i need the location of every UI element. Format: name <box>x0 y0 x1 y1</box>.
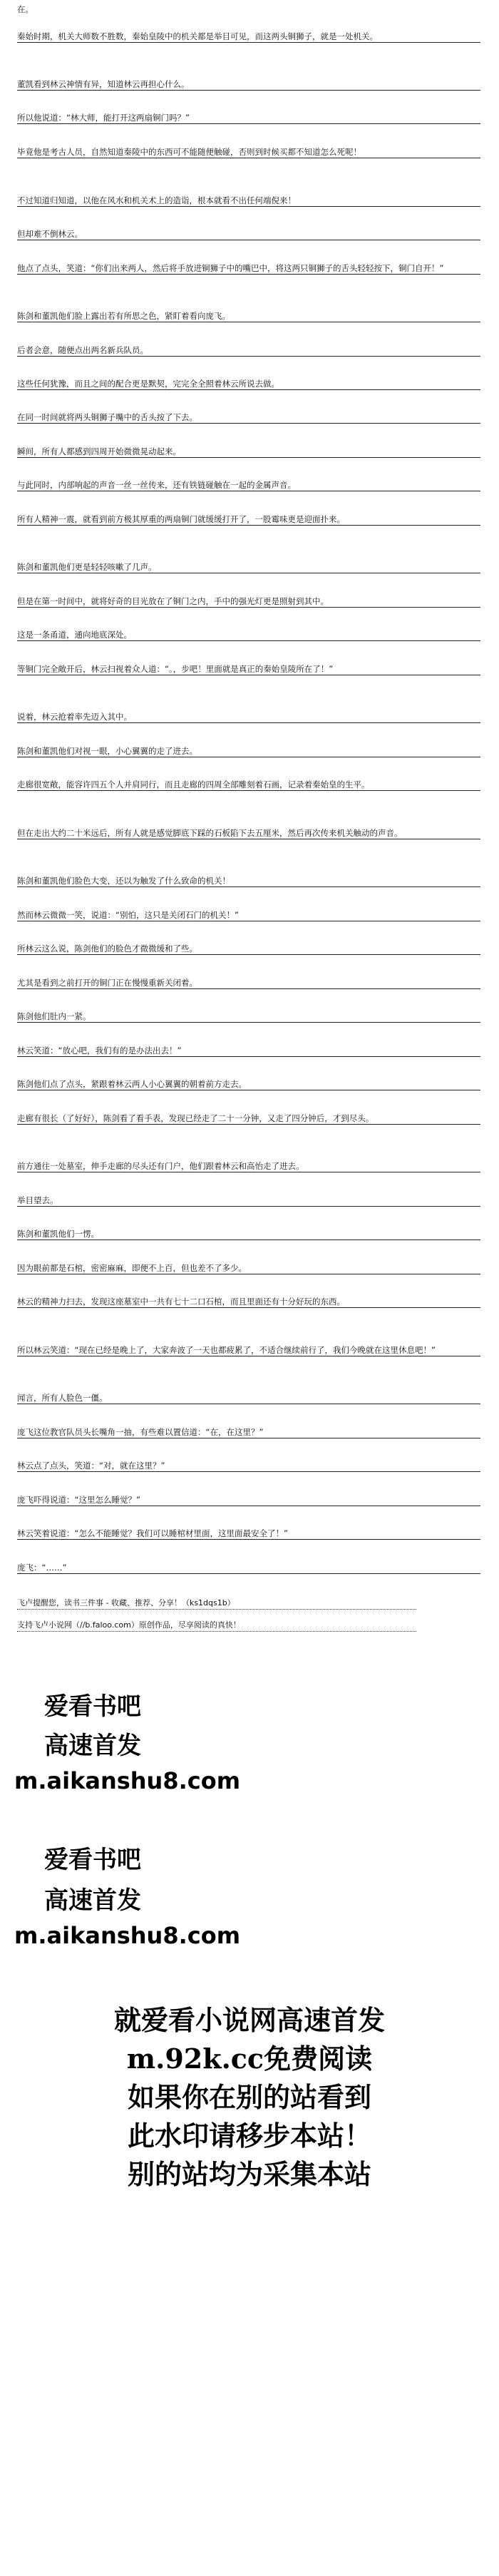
paragraph: 但却难不倒林云。 <box>17 225 480 240</box>
site-notice <box>21 2001 478 2194</box>
paragraph: 在同一时间就将两头铜狮子嘴中的舌头按了下去。 <box>17 408 480 424</box>
paragraph: 陈剑和董凯他们更是轻轻咳嗽了几声。 <box>17 558 480 573</box>
paragraph: 说着，林云抢着率先迈入其中。 <box>17 707 480 723</box>
paragraph: 但是在第一时间中，就将好奇的目光放在了铜门之内，手中的强光灯更是照射到其中。 <box>17 592 480 608</box>
paragraph: 所林云这么说，陈剑他们的脸色才微微缓和了些。 <box>17 939 480 955</box>
watermark-subtitle: 高速首发 <box>44 1732 141 1760</box>
site-notice-line: 就爱看小说网高速首发 <box>113 2004 385 2036</box>
paragraph: 因为眼前都是石棺，密密麻麻，即便不上百，但也差不了多少。 <box>17 1259 480 1274</box>
paragraph: 庞飞：“……” <box>17 1558 480 1574</box>
paragraph: 陈剑他们肚内一紧。 <box>17 1007 480 1023</box>
paragraph: 陈剑他们点了点头，紧跟着林云两人小心翼翼的朝着前方走去。 <box>17 1075 480 1090</box>
paragraph: 不过知道归知道，以他在风水和机关术上的造诣，根本就看不出任何端倪来！ <box>17 191 480 207</box>
paragraph: 庞飞这位教官队员头长嘴角一抽，有些难以置信道：“在，在这里？” <box>17 1423 480 1438</box>
paragraph: 林云的精神力扫去，发现这座墓室中一共有七十二口石棺，而且里面还有十分好玩的东西。 <box>17 1292 480 1308</box>
footer-notice <box>17 1596 480 1632</box>
paragraph: 所以他说道：“林大师，能打开这两扇铜门吗？” <box>17 108 480 124</box>
paragraph: 后者会意，随便点出两名新兵队员。 <box>17 341 480 357</box>
paragraph: 他点了点头，笑道：“你们出来两人，然后将手放进铜狮子中的嘴巴中，将这两只铜狮子的舌头轻轻按下，铜门自开！” <box>17 259 480 275</box>
paragraph: 陈剑和董凯他们脸上露出若有所思之色，紧盯着看向庞飞。 <box>17 307 480 322</box>
paragraph: 林云笑着说道：“怎么不能睡觉？我们可以睡棺材里面，这里面最安全了！” <box>17 1524 480 1540</box>
paragraph: 走廊有很长（了好好），陈剑看了看手表，发现已经走了二十一分钟，又走了四分钟后，才到尽头。 <box>17 1109 480 1125</box>
paragraph: 然而林云微微一笑，说道：“别怕，这只是关闭石门的机关！” <box>17 906 480 921</box>
paragraph: 陈剑和董凯他们一愣。 <box>17 1225 480 1240</box>
paragraph: 瞬间，所有人都感到四周开始微微晃动起来。 <box>17 442 480 458</box>
paragraph: 所以林云笑道：“现在已经是晚上了，大家奔波了一天也都疲累了，不适合继续前行了，我们今晚就在这里休息吧！” <box>17 1341 480 1356</box>
site-notice-line: 此水印请移步本站！ <box>127 2120 371 2152</box>
paragraph: 林云笑道：“放心吧，我们有的是办法出去！” <box>17 1041 480 1057</box>
paragraph: 庞飞吓得说道：“这里怎么睡觉？” <box>17 1491 480 1506</box>
paragraph: 陈剑和董凯他们对视一眼，小心翼翼的走了进去。 <box>17 742 480 757</box>
paragraph: 这是一条甬道，通向地底深处。 <box>17 625 480 641</box>
footer-line-1: 飞卢提醒您，读书三件事 - 收藏、推荐、分享！（ks1dqs1b） <box>17 1598 235 1608</box>
site-notice-line: 别的站均为采集本站 <box>127 2158 371 2190</box>
paragraph: 但在走出大约二十米远后，所有人就是感觉脚底下踩的石板陷下去五厘米，然后再次传来机关触动的声音。 <box>17 824 480 839</box>
paragraph: 闻言，所有人脸色一僵。 <box>17 1389 480 1404</box>
paragraph: 尤其是看到之前打开的铜门正在慢慢重新关闭着。 <box>17 973 480 989</box>
paragraph: 林云点了点头，笑道：“对，就在这里？” <box>17 1456 480 1472</box>
watermark-url: m.aikanshu8.com <box>14 1767 241 1794</box>
watermark-subtitle: 高速首发 <box>44 1886 141 1915</box>
paragraph: 秦始时期，机关大师数不胜数，秦始皇陵中的机关都是举目可见，而这两头铜狮子，就是一处机关。 <box>17 27 480 43</box>
paragraph: 走廊很宽敞，能容许四五个人并肩同行，而且走廊的四周全部雕刻着石画，记录着秦始皇的生平。 <box>17 775 480 791</box>
paragraph: 在。 <box>17 4 34 14</box>
paragraph: 所有人精神一震，就看到前方极其厚重的两扇铜门就缓缓打开了，一股霉味更是迎面扑来。 <box>17 510 480 526</box>
paragraph: 董凯看到林云神情有异，知道林云再担心什么。 <box>17 75 480 91</box>
watermark-url: m.aikanshu8.com <box>14 1922 241 1949</box>
paragraph: 陈剑和董凯他们脸色大变，还以为触发了什么致命的机关！ <box>17 872 480 887</box>
footer-line-2: 支持飞卢小说网（//b.faloo.com）原创作品，尽享阅读的真快！ <box>17 1620 241 1630</box>
site-notice-line: m.92k.cc免费阅读 <box>126 2043 373 2075</box>
watermark-title: 爱看书吧 <box>44 1846 141 1874</box>
paragraph: 前方通往一处墓室，伸手走廊的尽头还有门户，他们跟着林云和高怡走了进去。 <box>17 1157 480 1172</box>
watermark-title: 爱看书吧 <box>44 1692 141 1721</box>
paragraph: 与此同时，内部响起的声音一丝一丝传来，还有铁链碰触在一起的金属声音。 <box>17 476 480 491</box>
paragraph: 这些任何犹豫，而且之间的配合更是默契，完完全全照着林云所说去做。 <box>17 374 480 390</box>
site-notice-line: 如果你在别的站看到 <box>127 2081 371 2113</box>
paragraph: 等铜门完全敞开后，林云扫视着众人道：“。，步吧！里面就是真正的秦始皇陵所在了！” <box>17 660 480 675</box>
paragraph: 举目望去。 <box>17 1191 480 1207</box>
paragraph: 毕竟他是考古人员，自然知道秦陵中的东西可不能随便触碰，否则到时候买都不知道怎么死呢！ <box>17 143 480 158</box>
